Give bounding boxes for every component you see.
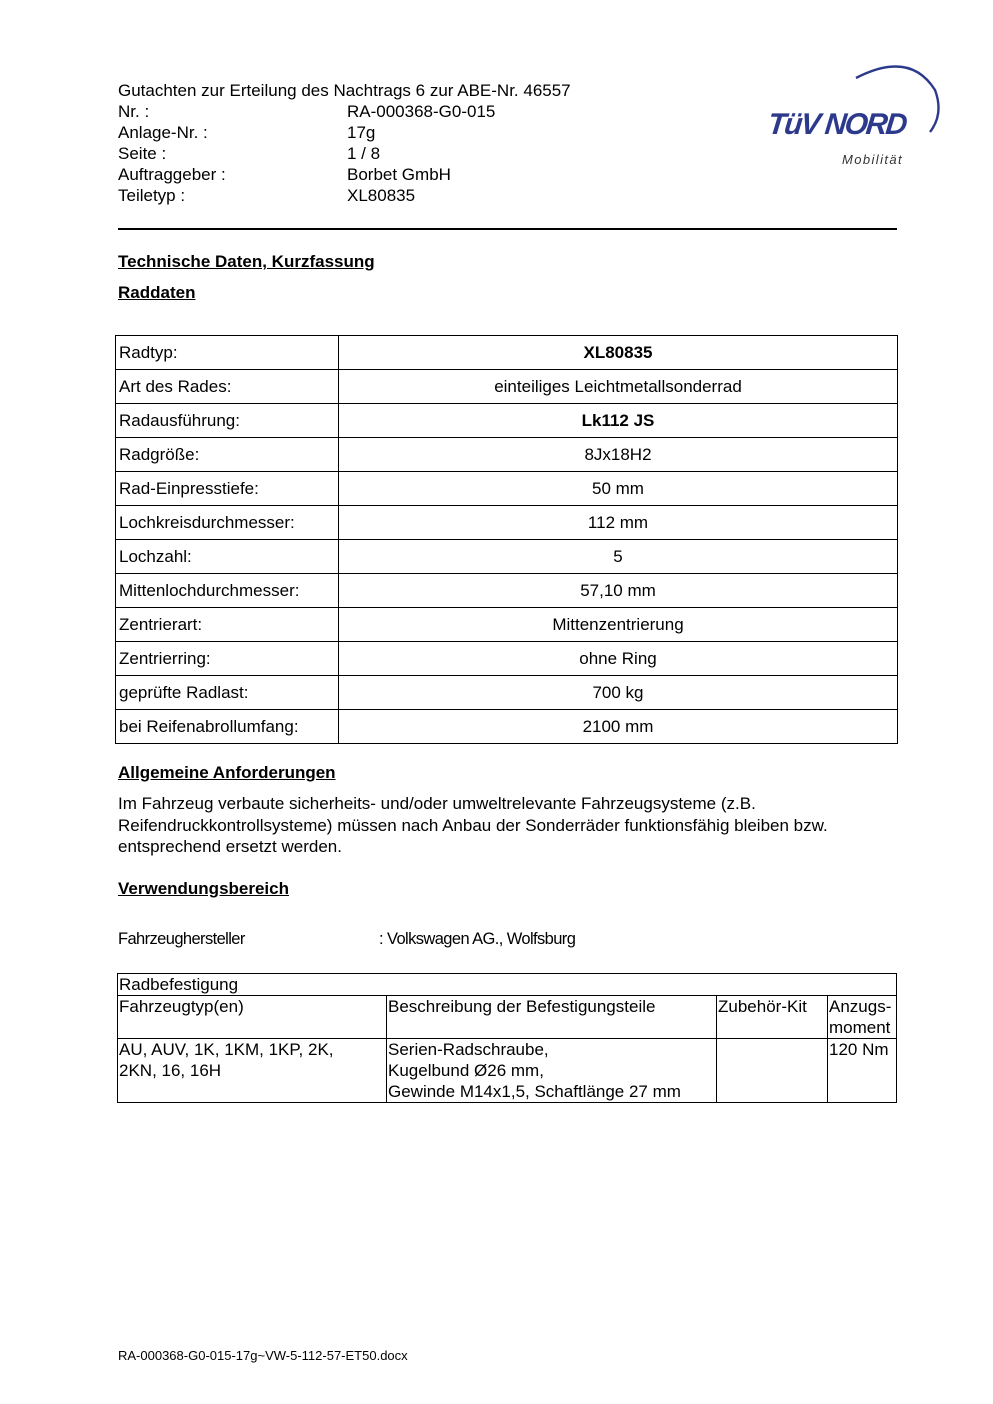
- row-label: Lochkreisdurchmesser:: [116, 506, 339, 540]
- header-row-auftraggeber: [118, 164, 571, 185]
- table-cell: [717, 1039, 828, 1103]
- row-value: XL80835: [339, 336, 898, 370]
- header-label: Teiletyp :: [118, 186, 186, 205]
- row-value: 5: [339, 540, 898, 574]
- row-value: ohne Ring: [339, 642, 898, 676]
- logo-subtitle: Mobilität: [842, 152, 904, 167]
- row-value: 2100 mm: [339, 710, 898, 744]
- logo-wordmark: TüV NORD: [766, 108, 908, 141]
- header-row-teiletyp: [118, 185, 571, 206]
- table-row: [118, 1039, 897, 1103]
- table-row: [116, 404, 898, 438]
- column-header: Fahrzeugtyp(en): [118, 996, 387, 1039]
- table-row: [116, 642, 898, 676]
- header-value: 1 / 8: [347, 144, 381, 163]
- table-row: [116, 608, 898, 642]
- row-label: Radausführung:: [116, 404, 339, 438]
- column-header: Anzugs- moment: [828, 996, 897, 1039]
- header-label: Auftraggeber :: [118, 165, 226, 184]
- table-row: [116, 574, 898, 608]
- section-heading-allgemeine: Allgemeine Anforderungen: [118, 763, 336, 782]
- column-header: Zubehör-Kit: [717, 996, 828, 1039]
- header-value: RA-000368-G0-015: [347, 102, 496, 121]
- table-row: [116, 540, 898, 574]
- radbefestigung-table: [117, 973, 897, 1103]
- section-heading-raddaten: Raddaten: [118, 283, 196, 302]
- row-label: Zentrierart:: [116, 608, 339, 642]
- row-label: bei Reifenabrollumfang:: [116, 710, 339, 744]
- table-row: [116, 370, 898, 404]
- header-label: Seite :: [118, 144, 167, 163]
- row-value: Lk112 JS: [339, 404, 898, 438]
- table-title-row: [118, 974, 897, 996]
- table-row: [116, 472, 898, 506]
- header-row-nr: [118, 101, 571, 122]
- column-header: Beschreibung der Befestigungsteile: [387, 996, 717, 1039]
- header-row-anlage: [118, 122, 571, 143]
- allgemeine-paragraph: Im Fahrzeug verbaute sicherheits- und/oder umweltrelevante Fahrzeugsysteme (z.B. Reifendruckkontrollsysteme) müssen nach Anbau der Sonderräder funktionsfähig bleiben bzw. entsprechend ersetzt werden.: [118, 794, 828, 856]
- manufacturer-label: Fahrzeughersteller: [118, 930, 245, 948]
- row-value: Mittenzentrierung: [339, 608, 898, 642]
- header-value: Borbet GmbH: [347, 165, 451, 184]
- manufacturer-value: : Volkswagen AG., Wolfsburg: [379, 930, 576, 948]
- section-heading-verwendung: Verwendungsbereich: [118, 879, 289, 898]
- row-value: 112 mm: [339, 506, 898, 540]
- row-label: geprüfte Radlast:: [116, 676, 339, 710]
- table-cell: 120 Nm: [828, 1039, 897, 1103]
- row-label: Radgröße:: [116, 438, 339, 472]
- tuv-nord-logo: [760, 56, 942, 174]
- header-row-seite: [118, 143, 571, 164]
- manufacturer-line: [118, 930, 575, 949]
- table-cell: Serien-Radschraube, Kugelbund Ø26 mm, Gewinde M14x1,5, Schaftlänge 27 mm: [387, 1039, 717, 1103]
- row-label: Radtyp:: [116, 336, 339, 370]
- row-label: Lochzahl:: [116, 540, 339, 574]
- header-divider: [118, 228, 897, 230]
- row-value: 8Jx18H2: [339, 438, 898, 472]
- footer-filename: RA-000368-G0-015-17g~VW-5-112-57-ET50.docx: [118, 1348, 408, 1363]
- document-header: [118, 80, 571, 206]
- section-heading-technical: Technische Daten, Kurzfassung: [118, 252, 375, 271]
- row-label: Rad-Einpresstiefe:: [116, 472, 339, 506]
- row-value: 50 mm: [339, 472, 898, 506]
- raddaten-table: [115, 335, 898, 744]
- table-title: Radbefestigung: [118, 974, 897, 996]
- report-title: Gutachten zur Erteilung des Nachtrags 6 zur ABE-Nr. 46557: [118, 81, 571, 100]
- table-cell: AU, AUV, 1K, 1KM, 1KP, 2K, 2KN, 16, 16H: [118, 1039, 387, 1103]
- table-header-row: [118, 996, 897, 1039]
- table-row: [116, 438, 898, 472]
- row-value: 57,10 mm: [339, 574, 898, 608]
- header-label: Nr. :: [118, 102, 150, 121]
- header-label: Anlage-Nr. :: [118, 123, 208, 142]
- header-value: XL80835: [347, 186, 416, 205]
- table-row: [116, 710, 898, 744]
- row-label: Art des Rades:: [116, 370, 339, 404]
- row-label: Zentrierring:: [116, 642, 339, 676]
- table-row: [116, 506, 898, 540]
- row-label: Mittenlochdurchmesser:: [116, 574, 339, 608]
- table-row: [116, 676, 898, 710]
- row-value: 700 kg: [339, 676, 898, 710]
- header-value: 17g: [347, 123, 376, 142]
- row-value: einteiliges Leichtmetallsonderrad: [339, 370, 898, 404]
- table-row: [116, 336, 898, 370]
